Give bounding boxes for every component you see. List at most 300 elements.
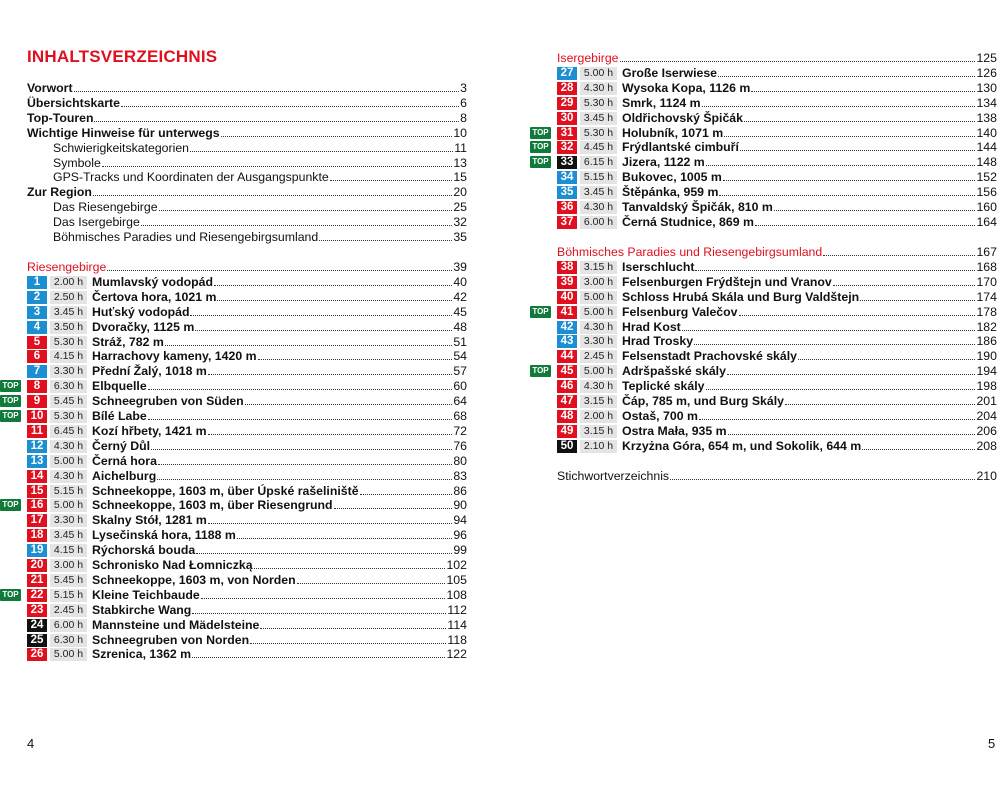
entry-page: 13 (453, 155, 467, 170)
tour-name: Felsenburgen Frýdštejn und Vranov (622, 274, 832, 289)
tour-number-badge: 19 (27, 544, 47, 557)
tour-name: Ostra Mała, 935 m (622, 423, 727, 438)
tour-number-badge: 42 (557, 321, 577, 334)
tour-number-badge: 48 (557, 410, 577, 423)
dot-leader (214, 285, 452, 286)
tour-entry[interactable] (2, 498, 467, 513)
toc-entry[interactable] (27, 185, 467, 200)
entry-page: 102 (446, 558, 467, 572)
tour-duration: 5.15 h (50, 485, 87, 498)
tour-name: Felsenburg Valečov (622, 304, 738, 319)
tour-entry[interactable] (27, 305, 467, 320)
tour-name: Schneegruben von Süden (92, 394, 244, 409)
dot-leader (360, 494, 453, 495)
tour-duration: 3.45 h (50, 306, 87, 319)
toc-entry[interactable] (27, 81, 467, 96)
section-heading[interactable] (557, 245, 997, 260)
dot-leader (250, 643, 446, 644)
tour-entry[interactable] (532, 364, 997, 379)
entry-page: 35 (453, 230, 467, 244)
tour-number-badge: 10 (27, 410, 47, 423)
toc-entry[interactable] (27, 200, 467, 215)
entry-label: Das Isergebirge (53, 215, 140, 230)
entry-page: 99 (453, 543, 467, 558)
entry-page: 170 (976, 274, 997, 289)
tour-number-badge: 8 (27, 380, 47, 393)
entry-page: 32 (453, 215, 467, 230)
tour-name: Bukovec, 1005 m (622, 170, 722, 185)
dot-leader (195, 330, 452, 331)
tour-duration: 5.15 h (580, 171, 617, 184)
entry-page: 96 (453, 528, 467, 543)
tour-entry[interactable] (557, 394, 997, 409)
entry-page: 80 (453, 453, 467, 468)
page-title: INHALTSVERZEICHNIS (27, 47, 218, 66)
entry-page: 138 (976, 110, 997, 125)
tour-number-badge: 12 (27, 440, 47, 453)
tour-entry[interactable] (27, 513, 467, 528)
tour-duration: 5.00 h (50, 648, 87, 661)
tour-name: Huťský vodopád (92, 304, 190, 319)
entry-label: GPS-Tracks und Koordinaten der Ausgangspunkte (53, 170, 329, 185)
dot-leader (258, 359, 453, 360)
tour-name: Harrachovy kameny, 1420 m (92, 349, 257, 364)
tour-name: Frýdlantské cimbuří (622, 140, 739, 155)
dot-leader (744, 121, 975, 122)
page-number-right: 5 (988, 736, 996, 751)
tour-entry[interactable] (27, 364, 467, 379)
tour-name: Hrad Trosky (622, 334, 694, 349)
tour-name: Stabkirche Wang (92, 602, 192, 617)
tour-entry[interactable] (557, 185, 997, 200)
tour-entry[interactable] (557, 320, 997, 335)
dot-leader (699, 419, 976, 420)
entry-page: 68 (453, 409, 467, 423)
entry-page: 168 (976, 259, 997, 274)
entry-page: 178 (976, 304, 997, 319)
tour-name: Felsenstadt Prachovské skály (622, 349, 797, 364)
tour-duration: 3.45 h (50, 529, 87, 542)
tour-entry[interactable] (27, 633, 467, 648)
tour-name: Mannsteine und Mädelsteine (92, 617, 260, 632)
entry-page: 20 (453, 185, 467, 200)
entry-page: 186 (976, 334, 997, 349)
tour-name: Rýchorská bouda (92, 543, 196, 558)
tour-name: Oldřichovský Špičák (622, 110, 743, 125)
tour-entry[interactable] (27, 469, 467, 484)
entry-page: 118 (447, 632, 467, 647)
dot-leader (740, 150, 976, 151)
dot-leader (192, 657, 445, 658)
tour-entry[interactable] (557, 260, 997, 275)
dot-leader (151, 449, 452, 450)
dot-leader (823, 255, 975, 256)
tour-entry[interactable] (557, 334, 997, 349)
tour-number-badge: 35 (557, 186, 577, 199)
tour-duration: 5.00 h (580, 67, 617, 80)
tour-entry[interactable] (557, 96, 997, 111)
dot-leader (739, 315, 976, 316)
tour-name: Ostaš, 700 m (622, 408, 698, 423)
tour-duration: 6.15 h (580, 156, 617, 169)
tour-name: Kozí hřbety, 1421 m (92, 423, 207, 438)
entry-page: 198 (976, 379, 997, 394)
tour-number-badge: 4 (27, 321, 47, 334)
tour-name: Kleine Teichbaude (92, 587, 200, 602)
toc-entry[interactable] (27, 215, 467, 230)
entry-page: 125 (976, 51, 997, 65)
tour-entry[interactable] (557, 379, 997, 394)
dot-leader (670, 479, 975, 480)
dot-leader (718, 76, 975, 77)
entry-label: Riesengebirge (27, 260, 107, 274)
tour-name: Mumlavský vodopád (92, 274, 213, 289)
tour-duration: 3.30 h (580, 335, 617, 348)
entry-page: 51 (453, 334, 467, 349)
tour-entry[interactable] (532, 125, 997, 141)
tour-duration: 4.30 h (580, 321, 617, 334)
dot-leader (165, 345, 453, 346)
dot-leader (724, 136, 975, 137)
tour-name: Wysoka Kopa, 1126 m (622, 80, 751, 95)
entry-page: 54 (453, 349, 467, 364)
entry-page: 206 (976, 423, 997, 438)
entry-label: Stichwortverzeichnis (557, 469, 670, 483)
dot-leader (141, 225, 453, 226)
tour-name: Schronisko Nad Łomniczką (92, 558, 253, 572)
dot-leader (682, 330, 976, 331)
top-tour-badge: TOP (0, 589, 21, 601)
dot-leader (694, 344, 975, 345)
tour-duration: 4.30 h (580, 201, 617, 214)
dot-leader (208, 374, 452, 375)
entry-page: 152 (976, 170, 997, 185)
entry-page: 94 (453, 513, 467, 528)
tour-name: Dvoračky, 1125 m (92, 319, 195, 334)
tour-number-badge: 1 (27, 276, 47, 289)
tour-entry[interactable] (2, 379, 467, 394)
entry-page: 57 (453, 364, 467, 379)
tour-duration: 6.45 h (50, 425, 87, 438)
tour-number-badge: 6 (27, 350, 47, 363)
tour-entry[interactable] (27, 484, 467, 499)
tour-duration: 6.00 h (50, 619, 87, 632)
tour-name: Holubník, 1071 m (622, 125, 724, 140)
tour-name: Černý Důl (92, 438, 151, 453)
top-tour-badge: TOP (0, 499, 21, 511)
tour-number-badge: 29 (557, 97, 577, 110)
dot-leader (330, 180, 453, 181)
toc-entry[interactable] (27, 141, 467, 156)
tour-duration: 5.00 h (50, 455, 87, 468)
tour-duration: 3.00 h (580, 276, 617, 289)
entry-label: Isergebirge (557, 51, 619, 65)
toc-entry[interactable] (27, 126, 467, 141)
tour-duration: 2.10 h (580, 440, 617, 453)
tour-name: Große Iserwiese (622, 65, 718, 80)
tour-entry[interactable] (27, 454, 467, 469)
tour-name: Schneekoppe, 1603 m, von Norden (92, 572, 296, 587)
dot-leader (196, 553, 452, 554)
tour-entry[interactable] (557, 170, 997, 185)
tour-number-badge: 40 (557, 291, 577, 304)
tour-duration: 3.45 h (580, 186, 617, 199)
tour-entry[interactable] (557, 409, 997, 424)
top-tour-badge: TOP (530, 127, 551, 139)
entry-page: 190 (976, 349, 997, 364)
tour-number-badge: 46 (557, 380, 577, 393)
dot-leader (254, 568, 446, 569)
entry-page: 11 (454, 140, 467, 155)
entry-page: 60 (453, 379, 467, 394)
tour-number-badge: 9 (27, 395, 47, 408)
toc-entry[interactable] (27, 230, 467, 245)
dot-leader (334, 508, 453, 509)
tour-entry[interactable] (557, 66, 997, 81)
dot-leader (201, 598, 446, 599)
entry-page: 25 (453, 200, 467, 215)
entry-page: 10 (453, 125, 467, 140)
tour-number-badge: 43 (557, 335, 577, 348)
toc-entry[interactable] (27, 170, 467, 185)
entry-label: Zur Region (27, 185, 92, 200)
tour-entry[interactable] (557, 215, 997, 230)
tour-entry[interactable] (27, 528, 467, 543)
dot-leader (785, 404, 976, 405)
entry-page: 114 (447, 617, 467, 632)
entry-page: 210 (976, 469, 997, 483)
entry-page: 40 (453, 274, 467, 289)
tour-name: Skalny Stół, 1281 m (92, 513, 207, 528)
tour-number-badge: 39 (557, 276, 577, 289)
tour-duration: 3.15 h (580, 395, 617, 408)
toc-entry[interactable] (27, 111, 467, 126)
entry-page: 6 (460, 95, 467, 110)
tour-entry[interactable] (532, 140, 997, 155)
dot-leader (245, 404, 453, 405)
tour-duration: 3.00 h (50, 559, 87, 572)
dot-leader (297, 583, 446, 584)
tour-duration: 5.45 h (50, 395, 87, 408)
tour-name: Schneekoppe, 1603 m, über Riesengrund (92, 498, 333, 513)
tour-duration: 2.45 h (50, 604, 87, 617)
tour-entry[interactable] (532, 155, 997, 170)
dot-leader (148, 419, 453, 420)
tour-duration: 3.15 h (580, 425, 617, 438)
entry-page: 156 (976, 185, 997, 200)
tour-name: Teplické skály (622, 379, 705, 394)
tour-entry[interactable] (27, 603, 467, 618)
section-heading[interactable] (27, 260, 467, 275)
tour-duration: 5.30 h (50, 336, 87, 349)
dot-leader (190, 151, 453, 152)
entry-page: 167 (976, 245, 997, 259)
tour-name: Lysečinská hora, 1188 m (92, 528, 236, 543)
tour-duration: 4.30 h (580, 82, 617, 95)
dot-leader (719, 195, 975, 196)
entry-page: 126 (976, 65, 997, 80)
dot-leader (208, 434, 453, 435)
dot-leader (159, 210, 453, 211)
tour-entry[interactable] (27, 335, 467, 350)
tour-entry[interactable] (27, 424, 467, 439)
tour-duration: 4.15 h (50, 350, 87, 363)
entry-page: 72 (453, 423, 467, 438)
dot-leader (774, 210, 976, 211)
entry-label: Böhmisches Paradies und Riesengebirgsumland (557, 245, 823, 259)
tour-duration: 6.30 h (50, 380, 87, 393)
tour-entry[interactable] (2, 394, 467, 409)
entry-label: Schwierigkeitskategorien (53, 140, 190, 155)
tour-name: Jizera, 1122 m (622, 155, 705, 170)
dot-leader (74, 91, 460, 92)
tour-entry[interactable] (557, 111, 997, 126)
tour-number-badge: 17 (27, 514, 47, 527)
tour-number-badge: 28 (557, 82, 577, 95)
entry-page: 122 (446, 647, 467, 662)
tour-name: Černá hora (92, 453, 157, 468)
tour-name: Iserschlucht (622, 259, 695, 274)
tour-entry[interactable] (27, 290, 467, 305)
dot-leader (208, 523, 452, 524)
entry-page: 112 (447, 602, 467, 617)
tour-number-badge: 5 (27, 336, 47, 349)
tour-entry[interactable] (27, 647, 467, 662)
entry-page: 86 (453, 483, 467, 498)
dot-leader (93, 195, 452, 196)
entry-page: 174 (976, 289, 997, 304)
tour-name: Smrk, 1124 m (622, 95, 701, 110)
dot-leader (723, 180, 976, 181)
tour-name: Schneegruben von Norden (92, 632, 250, 647)
tour-entry[interactable] (557, 424, 997, 439)
dot-leader (107, 270, 452, 271)
index-entry[interactable] (557, 469, 997, 484)
dot-leader (319, 240, 452, 241)
tour-number-badge: 24 (27, 619, 47, 632)
tour-duration: 4.15 h (50, 544, 87, 557)
tour-number-badge: 18 (27, 529, 47, 542)
tour-number-badge: 25 (27, 634, 47, 647)
top-tour-badge: TOP (0, 410, 21, 422)
tour-entry[interactable] (557, 81, 997, 96)
tour-number-badge: 23 (27, 604, 47, 617)
dot-leader (695, 270, 975, 271)
top-tour-badge: TOP (530, 365, 551, 377)
toc-entry[interactable] (27, 96, 467, 111)
tour-entry[interactable] (27, 618, 467, 633)
tour-entry[interactable] (557, 200, 997, 215)
tour-entry[interactable] (532, 304, 997, 320)
entry-page: 83 (453, 468, 467, 483)
tour-duration: 4.30 h (50, 470, 87, 483)
tour-number-badge: 38 (557, 261, 577, 274)
tour-duration: 5.15 h (50, 589, 87, 602)
tour-number-badge: 30 (557, 112, 577, 125)
tour-number-badge: 41 (557, 306, 577, 319)
tour-entry[interactable] (27, 558, 467, 573)
dot-leader (755, 225, 976, 226)
dot-leader (727, 374, 976, 375)
tour-name: Přední Žalý, 1018 m (92, 364, 207, 379)
entry-page: 45 (453, 304, 467, 319)
tour-duration: 4.30 h (50, 440, 87, 453)
tour-entry[interactable] (557, 275, 997, 290)
entry-page: 194 (976, 364, 997, 379)
section-heading[interactable] (557, 51, 997, 66)
tour-number-badge: 13 (27, 455, 47, 468)
tour-duration: 3.45 h (580, 112, 617, 125)
tour-entry[interactable] (557, 290, 997, 305)
top-tour-badge: TOP (530, 141, 551, 153)
tour-number-badge: 36 (557, 201, 577, 214)
entry-page: 90 (453, 498, 467, 513)
tour-entry[interactable] (27, 543, 467, 558)
entry-page: 105 (446, 572, 467, 587)
tour-entry[interactable] (27, 439, 467, 454)
tour-entry[interactable] (557, 439, 997, 454)
tour-number-badge: 50 (557, 440, 577, 453)
dot-leader (728, 434, 976, 435)
entry-page: 64 (453, 394, 467, 409)
page-number-left: 4 (27, 736, 35, 751)
tour-duration: 2.00 h (50, 276, 87, 289)
entry-page: 134 (976, 95, 997, 110)
tour-entry[interactable] (27, 349, 467, 364)
entry-page: 148 (976, 155, 997, 170)
entry-page: 140 (976, 125, 997, 140)
tour-name: Schneekoppe, 1603 m, über Úpské rašeliniště (92, 483, 359, 498)
tour-name: Černá Studnice, 869 m (622, 214, 754, 229)
dot-leader (833, 285, 976, 286)
tour-number-badge: 11 (27, 425, 47, 438)
entry-label: Vorwort (27, 81, 73, 95)
tour-name: Szrenica, 1362 m (92, 647, 192, 662)
tour-duration: 3.30 h (50, 514, 87, 527)
entry-label: Das Riesengebirge (53, 200, 158, 215)
dot-leader (751, 91, 975, 92)
tour-entry[interactable] (2, 409, 467, 424)
tour-number-badge: 31 (557, 127, 577, 140)
tour-name: Aichelburg (92, 468, 157, 483)
tour-entry[interactable] (557, 349, 997, 364)
tour-duration: 3.15 h (580, 261, 617, 274)
entry-page: 8 (460, 110, 467, 125)
dot-leader (706, 389, 976, 390)
tour-name: Schloss Hrubá Skála und Burg Valdštejn (622, 289, 860, 304)
entry-page: 76 (453, 438, 467, 453)
entry-label: Wichtige Hinweise für unterwegs (27, 125, 220, 140)
dot-leader (190, 315, 452, 316)
tour-entry[interactable] (27, 275, 467, 290)
top-tour-badge: TOP (530, 306, 551, 318)
top-tour-badge: TOP (530, 156, 551, 168)
dot-leader (221, 136, 453, 137)
tour-name: Adršpašské skály (622, 364, 726, 379)
tour-entry[interactable] (27, 573, 467, 588)
tour-duration: 5.00 h (580, 291, 617, 304)
tour-entry[interactable] (27, 320, 467, 335)
dot-leader (620, 61, 976, 62)
entry-page: 144 (976, 140, 997, 155)
tour-entry[interactable] (2, 587, 467, 603)
entry-label: Übersichtskarte (27, 95, 120, 110)
dot-leader (237, 538, 453, 539)
dot-leader (217, 300, 452, 301)
toc-entry[interactable] (27, 156, 467, 171)
entry-page: 39 (453, 260, 467, 274)
tour-name: Štěpánka, 959 m (622, 185, 719, 200)
